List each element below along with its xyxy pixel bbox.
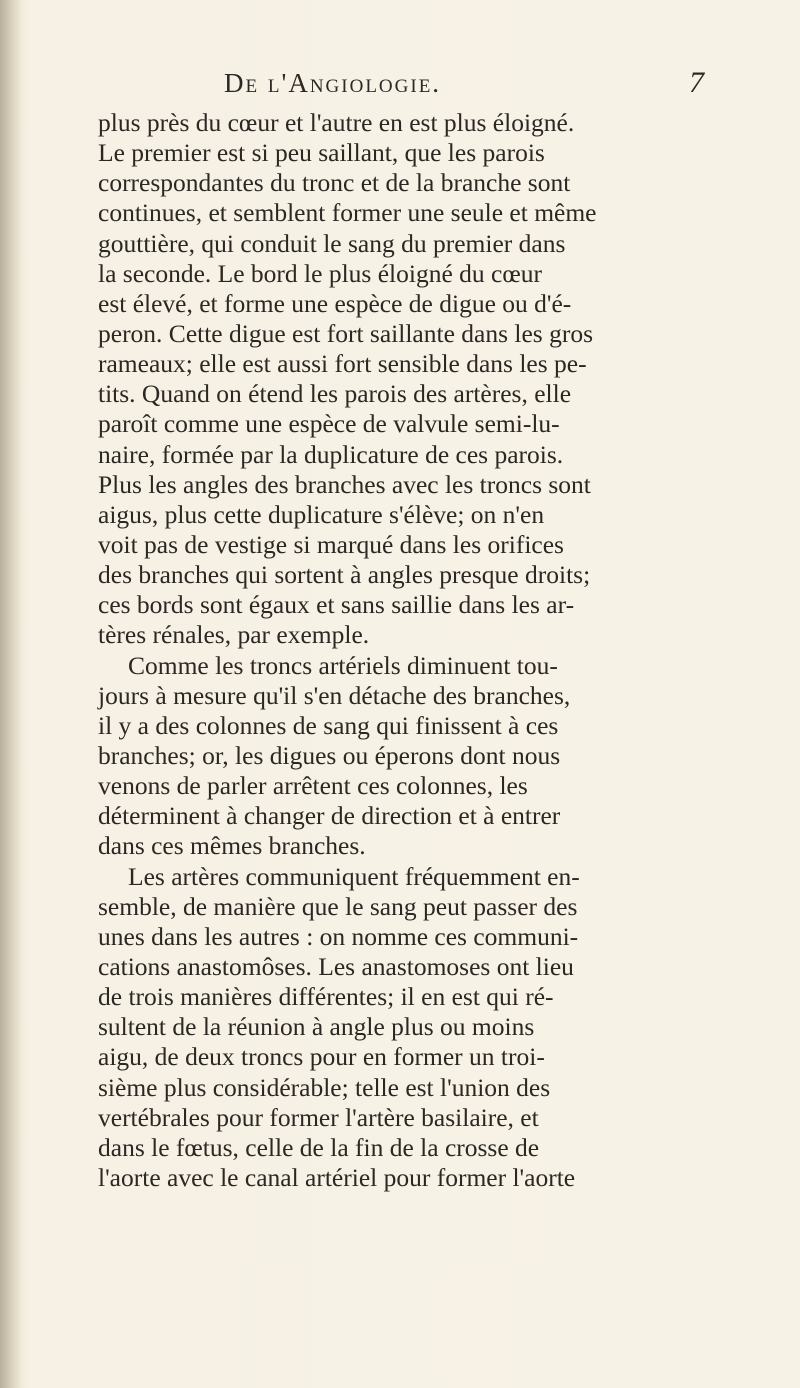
- text-line: cations anastomôses. Les anastomoses ont lieu: [98, 951, 574, 981]
- text-line: voit pas de vestige si marqué dans les orifices: [98, 529, 564, 559]
- text-line: ces bords sont égaux et sans saillie dans les ar-: [98, 590, 575, 620]
- text-line: unes dans les autres : on nomme ces communi-: [98, 921, 579, 951]
- binding-shadow: [0, 0, 22, 1388]
- running-head-title: De l'Angiologie.: [224, 68, 442, 98]
- text-line: dans ces mêmes branches.: [98, 831, 366, 861]
- text-line: déterminent à changer de direction et à entrer: [98, 801, 561, 831]
- text-line: vertébrales pour former l'artère basilaire, et: [98, 1102, 539, 1132]
- text-line: Plus les angles des branches avec les troncs sont: [98, 469, 591, 499]
- text-line: naire, formée par la duplicature de ces parois.: [98, 439, 564, 469]
- text-line: sième plus considérable; telle est l'union des: [98, 1072, 551, 1102]
- text-line: venons de parler arrêtent ces colonnes, les: [98, 771, 528, 801]
- text-line: peron. Cette digue est fort saillante dans les gros: [98, 318, 593, 348]
- text-line: des branches qui sortent à angles presque droits;: [98, 560, 591, 590]
- text-line: gouttière, qui conduit le sang du premier dans: [98, 228, 566, 258]
- paragraph-start-line: Les artères communiquent fréquemment en-: [128, 861, 580, 891]
- text-line: Le premier est si peu saillant, que les parois: [98, 138, 545, 168]
- text-line: dans le fœtus, celle de la fin de la crosse de: [98, 1132, 540, 1162]
- text-line: semble, de manière que le sang peut passer des: [98, 891, 578, 921]
- body-text: [98, 108, 738, 1193]
- text-line: paroît comme une espèce de valvule semi-lu-: [98, 409, 560, 439]
- page-number: 7: [689, 66, 706, 99]
- text-line: de trois manières différentes; il en est qui ré-: [98, 982, 554, 1012]
- text-line: branches; or, les digues ou éperons dont nous: [98, 740, 561, 770]
- text-line: plus près du cœur et l'autre en est plus éloigné.: [98, 108, 575, 137]
- text-line: il y a des colonnes de sang qui finissent à ces: [98, 710, 559, 740]
- text-line: jours à mesure qu'il s'en détache des branches,: [98, 680, 571, 710]
- text-line: aigus, plus cette duplicature s'élève; on n'en: [98, 499, 545, 529]
- text-line: correspondantes du tronc et de la branche sont: [98, 168, 571, 198]
- running-head: [224, 68, 724, 104]
- text-line: tères rénales, par exemple.: [98, 620, 370, 650]
- text-line: l'aorte avec le canal artériel pour former l'aorte: [98, 1162, 576, 1192]
- text-line: la seconde. Le bord le plus éloigné du cœur: [98, 258, 542, 288]
- text-line: rameaux; elle est aussi fort sensible dans les pe-: [98, 349, 587, 379]
- paragraph-start-line: Comme les troncs artériels diminuent tou-: [128, 650, 558, 680]
- text-line: sultent de la réunion à angle plus ou moins: [98, 1012, 535, 1042]
- text-line: continues, et semblent former une seule et même: [98, 198, 597, 228]
- text-line: est élevé, et forme une espèce de digue ou d'é-: [98, 288, 572, 318]
- text-line: aigu, de deux troncs pour en former un troi-: [98, 1042, 545, 1072]
- text-line: tits. Quand on étend les parois des artères, elle: [98, 379, 572, 409]
